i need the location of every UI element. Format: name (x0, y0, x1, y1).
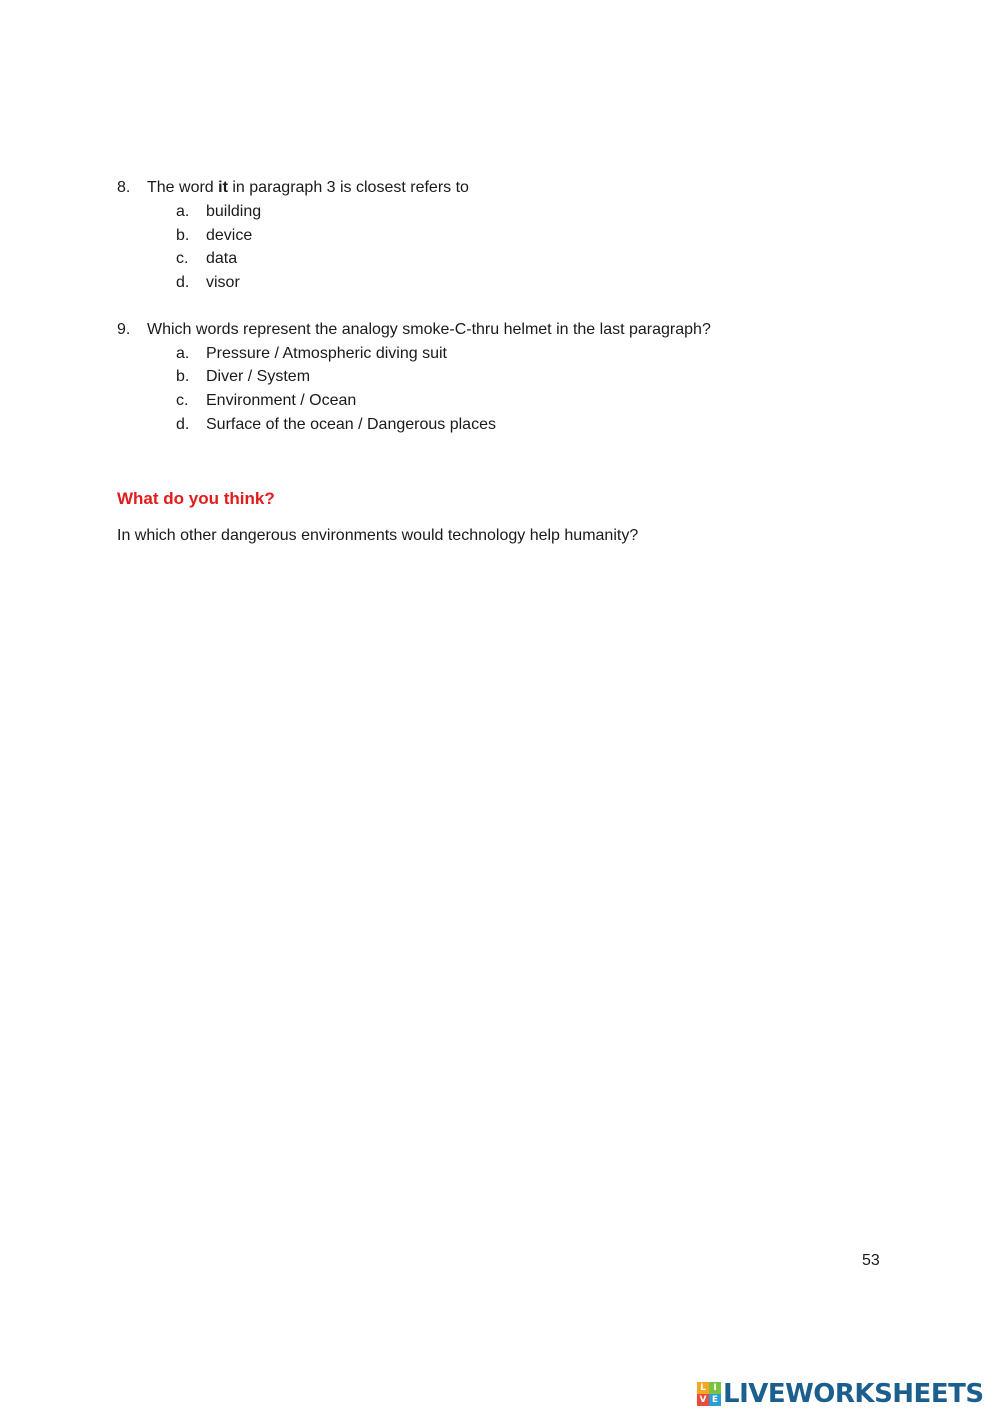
page-number: 53 (862, 1252, 880, 1269)
option-text: visor (206, 274, 240, 291)
logo-mark-icon (697, 1382, 721, 1406)
bold-word: it (218, 179, 228, 196)
option-letter: a. (176, 203, 190, 220)
option-text: Environment / Ocean (206, 392, 357, 409)
option-letter: d. (176, 416, 190, 433)
question-8-option-a (176, 202, 261, 222)
question-number: 8. (117, 179, 131, 196)
question-9-option-d (176, 415, 496, 435)
option-letter: a. (176, 345, 190, 362)
question-9-option-a (176, 344, 447, 364)
logo-mark-letter: V (697, 1394, 709, 1406)
option-letter: c. (176, 250, 189, 267)
option-letter: c. (176, 392, 189, 409)
question-8-option-c (176, 249, 237, 269)
section-heading: What do you think? (117, 489, 275, 508)
option-text: Pressure / Atmospheric diving suit (206, 345, 447, 362)
question-text: Which words represent the analogy smoke-C-thru helmet in the last paragraph? (147, 321, 711, 338)
option-text: Diver / System (206, 368, 311, 385)
logo-mark-letter: I (709, 1382, 721, 1394)
question-text: The word it in paragraph 3 is closest refers to (147, 179, 469, 196)
logo-mark-letter: E (709, 1394, 721, 1406)
option-text: Surface of the ocean / Dangerous places (206, 416, 496, 433)
discussion-prompt: In which other dangerous environments would technology help humanity? (117, 527, 639, 544)
option-text: building (206, 203, 262, 220)
question-8-option-d (176, 273, 240, 293)
option-text: device (206, 227, 253, 244)
option-letter: b. (176, 227, 190, 244)
question-number: 9. (117, 321, 131, 338)
option-letter: b. (176, 368, 190, 385)
question-9-option-b (176, 367, 310, 387)
liveworksheets-logo (697, 1378, 984, 1410)
option-text: data (206, 250, 238, 267)
logo-text: LIVEWORKSHEETS (723, 1379, 984, 1409)
option-letter: d. (176, 274, 190, 291)
question-9-stem (117, 320, 711, 340)
question-8-stem (117, 178, 469, 198)
question-8-option-b (176, 226, 252, 246)
question-9-option-c (176, 391, 356, 411)
logo-mark-letter: L (697, 1382, 709, 1394)
